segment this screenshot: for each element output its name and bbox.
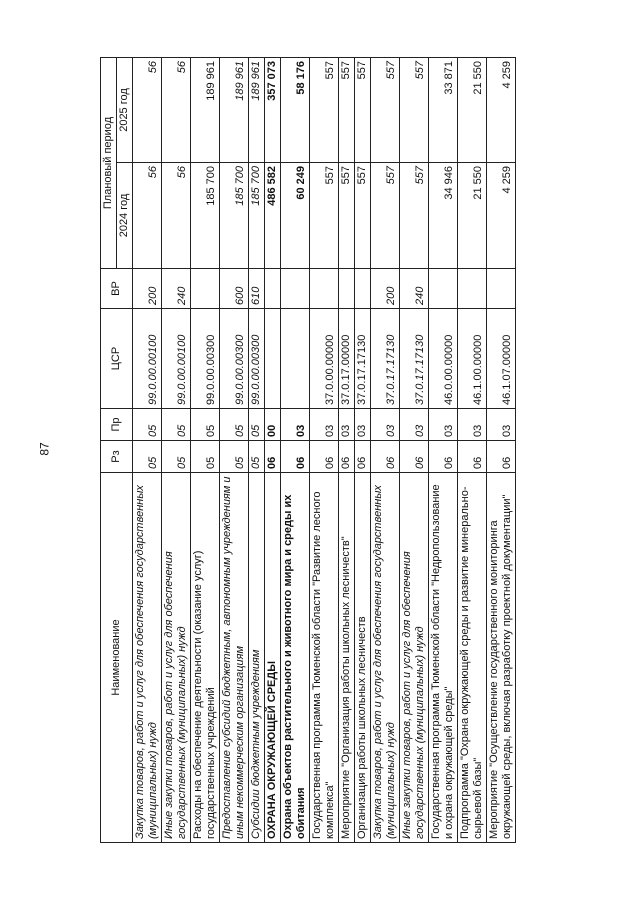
row-csr: 46.0.00.00000: [429, 309, 458, 409]
row-2024: 557: [400, 163, 429, 269]
row-vr: 610: [249, 269, 265, 309]
row-2024: 4 259: [487, 163, 516, 269]
row-name: Охрана объектов растительного и животного мира и среды их обитания: [281, 473, 310, 843]
row-pr: 03: [400, 409, 429, 441]
row-vr: 240: [400, 269, 429, 309]
row-2025: 33 871: [429, 58, 458, 163]
row-name: Подпрограмма "Охрана окружающей среды и развитие минерально-сырьевой базы": [458, 473, 487, 843]
row-vr: 200: [133, 269, 162, 309]
row-csr: 99.0.00.00300: [191, 309, 220, 409]
row-2024: 557: [339, 163, 355, 269]
row-2024: 557: [355, 163, 371, 269]
row-2025: 357 073: [265, 58, 281, 163]
row-2025: 189 961: [220, 58, 249, 163]
row-csr: 37.0.17.17130: [371, 309, 400, 409]
row-csr: 37.0.00.00000: [310, 309, 339, 409]
row-pr: 03: [371, 409, 400, 441]
row-vr: [429, 269, 458, 309]
table-row: [429, 58, 458, 843]
row-rz: 06: [281, 441, 310, 473]
table-row: [487, 58, 516, 843]
row-2024: 21 550: [458, 163, 487, 269]
row-name: Иные закупки товаров, работ и услуг для обеспечения государственных (муниципальных) нужд: [400, 473, 429, 843]
row-pr: 03: [458, 409, 487, 441]
row-pr: 05: [191, 409, 220, 441]
row-name: Предоставление субсидий бюджетным, автономным учреждениям и иным некоммерческим организациям: [220, 473, 249, 843]
header-vr: ВР: [101, 269, 133, 309]
row-2025: 557: [400, 58, 429, 163]
table-row: [310, 58, 339, 843]
row-2024: 60 249: [281, 163, 310, 269]
row-pr: 05: [249, 409, 265, 441]
row-vr: 200: [371, 269, 400, 309]
row-csr: 46.1.07.00000: [487, 309, 516, 409]
table-row: [220, 58, 249, 843]
row-name: Государственная программа Тюменской области "Развитие лесного комплекса": [310, 473, 339, 843]
row-2025: 557: [310, 58, 339, 163]
row-pr: 00: [265, 409, 281, 441]
row-2025: 189 961: [249, 58, 265, 163]
row-vr: 240: [162, 269, 191, 309]
row-vr: [310, 269, 339, 309]
row-name: Субсидии бюджетным учреждениям: [249, 473, 265, 843]
row-rz: 06: [371, 441, 400, 473]
row-pr: 03: [281, 409, 310, 441]
table-row: [371, 58, 400, 843]
row-rz: 06: [487, 441, 516, 473]
row-csr: 37.0.17.17130: [400, 309, 429, 409]
table-row: [400, 58, 429, 843]
row-2025: 58 176: [281, 58, 310, 163]
row-csr: 99.0.00.00100: [162, 309, 191, 409]
row-vr: [487, 269, 516, 309]
table-row: [249, 58, 265, 843]
header-csr: ЦСР: [101, 309, 133, 409]
row-name: Закупка товаров, работ и услуг для обеспечения государственных (муниципальных) нужд: [371, 473, 400, 843]
row-csr: [265, 309, 281, 409]
row-rz: 05: [249, 441, 265, 473]
table-row: [281, 58, 310, 843]
row-2025: 56: [133, 58, 162, 163]
header-name: Наименование: [101, 473, 133, 843]
row-rz: 06: [339, 441, 355, 473]
row-csr: 99.0.00.00100: [133, 309, 162, 409]
row-2024: 185 700: [191, 163, 220, 269]
row-2025: 4 259: [487, 58, 516, 163]
row-csr: 99.0.00.00300: [249, 309, 265, 409]
row-name: Государственная программа Тюменской области "Недропользование и охрана окружающей среды": [429, 473, 458, 843]
row-2024: 486 582: [265, 163, 281, 269]
row-2024: 56: [133, 163, 162, 269]
row-name: Мероприятие "Осуществление государственного мониторинга окружающей среды, включая разработку проектной документации": [487, 473, 516, 843]
row-name: Закупка товаров, работ и услуг для обеспечения государственных (муниципальных) нужд: [133, 473, 162, 843]
row-csr: 37.0.17.17130: [355, 309, 371, 409]
table-body: [133, 58, 516, 843]
row-name: Мероприятие "Организация работы школьных лесничеств": [339, 473, 355, 843]
row-2024: 34 946: [429, 163, 458, 269]
row-csr: 46.1.00.00000: [458, 309, 487, 409]
row-2024: 56: [162, 163, 191, 269]
row-csr: 37.0.17.00000: [339, 309, 355, 409]
row-rz: 06: [458, 441, 487, 473]
row-csr: [281, 309, 310, 409]
row-2025: 21 550: [458, 58, 487, 163]
row-vr: [265, 269, 281, 309]
table-row: [265, 58, 281, 843]
row-name: Расходы на обеспечение деятельности (оказание услуг) государственных учреждений: [191, 473, 220, 843]
row-rz: 06: [310, 441, 339, 473]
row-2024: 557: [310, 163, 339, 269]
table-row: [133, 58, 162, 843]
row-vr: [281, 269, 310, 309]
row-pr: 03: [310, 409, 339, 441]
header-2025: 2025 год: [117, 58, 133, 163]
row-pr: 05: [133, 409, 162, 441]
row-pr: 03: [429, 409, 458, 441]
table-row: [191, 58, 220, 843]
table-row: [162, 58, 191, 843]
row-vr: 600: [220, 269, 249, 309]
row-rz: 06: [265, 441, 281, 473]
header-2024: 2024 год: [117, 163, 133, 269]
table-row: [355, 58, 371, 843]
table-row: [339, 58, 355, 843]
row-2025: 189 961: [191, 58, 220, 163]
row-pr: 05: [220, 409, 249, 441]
table-header-row: [101, 58, 117, 843]
row-rz: 06: [400, 441, 429, 473]
row-vr: [191, 269, 220, 309]
row-rz: 05: [133, 441, 162, 473]
row-name: Организация работы школьных лесничеств: [355, 473, 371, 843]
row-name: Иные закупки товаров, работ и услуг для обеспечения государственных (муниципальных) нужд: [162, 473, 191, 843]
row-rz: 05: [220, 441, 249, 473]
budget-table: [100, 57, 516, 843]
row-2025: 557: [339, 58, 355, 163]
row-2025: 557: [355, 58, 371, 163]
table-row: [458, 58, 487, 843]
header-planned-period: Плановый период: [101, 58, 117, 269]
row-vr: [458, 269, 487, 309]
row-2024: 557: [371, 163, 400, 269]
header-pr: Пр: [101, 409, 133, 441]
row-2024: 185 700: [249, 163, 265, 269]
header-rz: Рз: [101, 441, 133, 473]
row-pr: 03: [487, 409, 516, 441]
row-vr: [355, 269, 371, 309]
row-csr: 99.0.00.00300: [220, 309, 249, 409]
row-name: ОХРАНА ОКРУЖАЮЩЕЙ СРЕДЫ: [265, 473, 281, 843]
row-pr: 03: [339, 409, 355, 441]
row-pr: 03: [355, 409, 371, 441]
page-number: 87: [37, 442, 52, 456]
row-2025: 557: [371, 58, 400, 163]
row-rz: 06: [429, 441, 458, 473]
row-vr: [339, 269, 355, 309]
row-rz: 06: [355, 441, 371, 473]
rotated-table-container: [100, 58, 628, 843]
row-pr: 05: [162, 409, 191, 441]
row-2024: 185 700: [220, 163, 249, 269]
row-rz: 05: [162, 441, 191, 473]
row-2025: 56: [162, 58, 191, 163]
row-rz: 05: [191, 441, 220, 473]
